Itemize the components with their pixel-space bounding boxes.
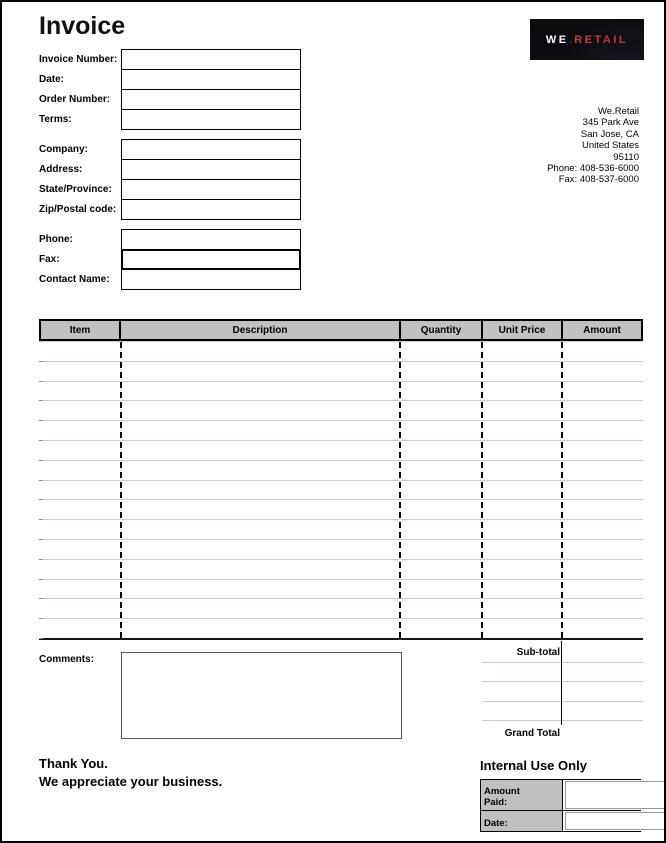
table-row[interactable]: [39, 540, 643, 560]
company-country: United States: [581, 140, 639, 152]
totals-blank-lines: [482, 662, 643, 723]
subtotal-label: Sub-total: [516, 647, 560, 658]
state-province-row: [39, 179, 302, 200]
table-row[interactable]: [39, 500, 643, 520]
page-title: Invoice: [39, 12, 126, 40]
header-unit-price: Unit Price: [481, 319, 563, 341]
company-input[interactable]: [121, 139, 301, 160]
line-items-body: [39, 341, 643, 640]
internal-date-label: [481, 811, 563, 831]
header-item: Item: [39, 319, 121, 341]
amount-paid-row: [481, 780, 640, 810]
order-number-label: Order Number:: [39, 94, 111, 105]
company-zip: 95110: [613, 151, 639, 163]
company-phone: Phone: 408-536-6000: [547, 163, 639, 175]
line-items-table: [39, 319, 643, 640]
table-row[interactable]: [39, 382, 643, 402]
company-row: [39, 139, 302, 160]
thank-you-line2: We appreciate your business.: [39, 774, 223, 789]
contact-fields: [39, 229, 302, 290]
amount-paid-cell: [563, 780, 666, 810]
contact-name-input[interactable]: [121, 269, 301, 290]
internal-date-label-text: Date:: [484, 817, 508, 829]
internal-date-cell: [563, 811, 666, 831]
logo-word-we: WE: [545, 33, 569, 46]
totals-blank-line: [482, 701, 643, 702]
fax-row: [39, 249, 302, 270]
invoice-number-label: Invoice Number:: [39, 54, 118, 65]
line-items-header: [39, 319, 643, 341]
company-logo: [530, 19, 644, 60]
invoice-number-input[interactable]: [121, 49, 301, 70]
grand-total-label: Grand Total: [504, 728, 560, 739]
order-number-input[interactable]: [121, 89, 301, 110]
phone-input[interactable]: [121, 229, 301, 250]
table-row[interactable]: [39, 560, 643, 580]
date-input[interactable]: [121, 69, 301, 90]
comments-input[interactable]: [121, 652, 402, 739]
table-row[interactable]: [39, 342, 643, 362]
company-name: We.Retail: [597, 106, 639, 117]
address-row: [39, 159, 302, 180]
logo-word-retail: RETAIL: [574, 33, 629, 46]
terms-input[interactable]: [121, 109, 301, 130]
internal-date-input[interactable]: [565, 812, 666, 830]
table-row[interactable]: [39, 401, 643, 421]
thank-you-message: [39, 755, 222, 791]
zip-postal-row: [39, 199, 302, 220]
state-province-label: State/Province:: [39, 184, 112, 195]
internal-use-heading: Internal Use Only: [480, 758, 587, 773]
fax-label: Fax:: [39, 254, 60, 265]
contact-name-row: [39, 269, 302, 290]
header-quantity: Quantity: [399, 319, 483, 341]
amount-paid-input[interactable]: [565, 781, 666, 809]
zip-postal-label: Zip/Postal code:: [39, 204, 117, 215]
fax-input[interactable]: [121, 249, 301, 270]
comments-label: Comments:: [39, 654, 95, 665]
phone-label: Phone:: [39, 234, 73, 245]
table-row[interactable]: [39, 599, 643, 619]
table-row[interactable]: [39, 362, 643, 382]
company-fax: Fax: 408-537-6000: [558, 174, 639, 186]
date-row: [39, 69, 302, 90]
invoice-meta-fields: [39, 49, 302, 130]
company-label: Company:: [39, 144, 88, 155]
table-row[interactable]: [39, 619, 643, 638]
internal-use-table: [480, 779, 641, 832]
terms-row: [39, 109, 302, 130]
table-row[interactable]: [39, 481, 643, 501]
totals-column-line: [561, 641, 562, 725]
zip-postal-input[interactable]: [121, 199, 301, 220]
internal-date-row: [481, 810, 640, 831]
totals-blank-line: [482, 662, 643, 663]
amount-paid-label-text: Amount Paid:: [484, 786, 520, 808]
totals-blank-line: [482, 720, 643, 721]
company-street: 345 Park Ave: [582, 117, 639, 129]
contact-name-label: Contact Name:: [39, 274, 110, 285]
address-input[interactable]: [121, 159, 301, 180]
state-province-input[interactable]: [121, 179, 301, 200]
table-row[interactable]: [39, 421, 643, 441]
address-label: Address:: [39, 164, 83, 175]
table-row[interactable]: [39, 461, 643, 481]
thank-you-line1: Thank You.: [39, 756, 108, 771]
logo-dot: .: [568, 33, 575, 46]
order-number-row: [39, 89, 302, 110]
date-label: Date:: [39, 74, 65, 85]
header-amount: Amount: [561, 319, 643, 341]
phone-row: [39, 229, 302, 250]
amount-paid-label: [481, 780, 563, 810]
terms-label: Terms:: [39, 114, 72, 125]
invoice-number-row: [39, 49, 302, 70]
totals-blank-line: [482, 681, 643, 682]
table-row[interactable]: [39, 441, 643, 461]
table-row[interactable]: [39, 580, 643, 600]
table-row[interactable]: [39, 520, 643, 540]
company-address-block: [547, 106, 639, 186]
header-description: Description: [119, 319, 401, 341]
billing-address-fields: [39, 139, 302, 220]
company-city: San Jose, CA: [580, 128, 639, 140]
